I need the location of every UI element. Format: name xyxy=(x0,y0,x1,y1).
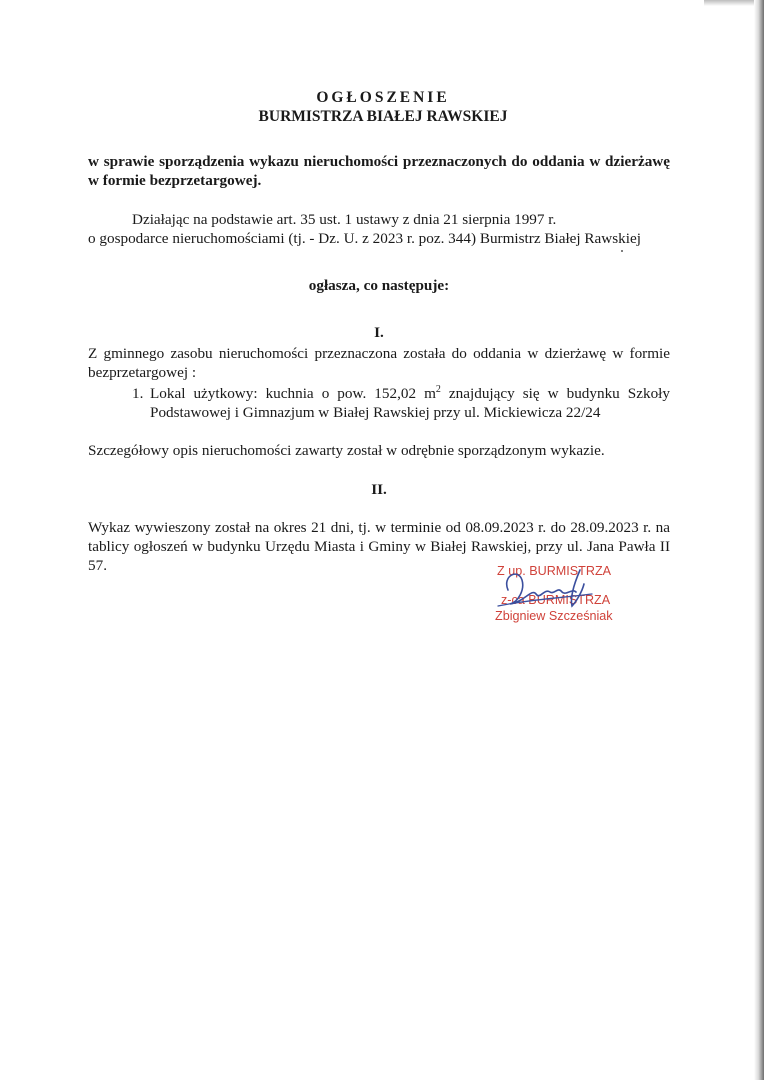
intro-line-2: o gospodarce nieruchomościami (tj. - Dz. U. z 2023 r. poz. 344) Burmistrz Białej Rawskiej xyxy=(88,230,641,247)
list-item xyxy=(88,384,670,422)
page-edge-shadow xyxy=(754,0,764,1080)
intro-paragraph xyxy=(88,210,670,248)
document-subtitle: BURMISTRZA BIAŁEJ RAWSKIEJ xyxy=(258,108,508,125)
list-item-text-rest: znajdujący się w budynku Szkoły Podstawowej i Gimnazjum w Białej Rawskiej przy ul. Mickiewicza 22/24 xyxy=(150,385,670,421)
stamp-line-3: Zbigniew Szcześniak xyxy=(495,609,613,623)
document-title: OGŁOSZENIE xyxy=(316,89,450,106)
section-1-heading: I. xyxy=(374,324,384,341)
section-2-heading: II. xyxy=(371,481,387,498)
stamp-line-1: Z up. BURMISTRZA xyxy=(497,564,612,578)
official-stamp xyxy=(492,560,632,640)
document-body xyxy=(88,88,670,575)
announces-heading: ogłasza, co następuje: xyxy=(308,277,450,294)
section-1-detail: Szczegółowy opis nieruchomości zawarty został w odrębnie sporządzonym wykazie. xyxy=(88,442,605,459)
intro-line-1: Działając na podstawie art. 35 ust. 1 ustawy z dnia 21 sierpnia 1997 r. xyxy=(132,211,557,228)
stamp-line-2: z-ca BURMISTRZA xyxy=(501,593,611,607)
document-subject: w sprawie sporządzenia wykazu nieruchomości przeznaczonych do oddania w dzierżawę w formie bezprzetargowej. xyxy=(88,153,670,189)
property-list xyxy=(88,384,670,422)
section-1-paragraph: Z gminnego zasobu nieruchomości przeznaczona została do oddania w dzierżawę w formie bezprzetargowej : xyxy=(88,345,670,381)
scan-speck xyxy=(621,250,623,252)
list-item-text: Lokal użytkowy: kuchnia o pow. 152,02 m xyxy=(150,385,436,402)
section-2-paragraph: Wykaz wywieszony został na okres 21 dni, tj. w terminie od 08.09.2023 r. do 28.09.2023 r. na tablicy ogłoszeń w budynku Urzędu Miasta i Gminy w Białej Rawskiej, przy ul. Jana Pawła II 57. xyxy=(88,519,670,574)
area-unit-superscript: 2 xyxy=(435,383,441,395)
list-item-number: 1. xyxy=(132,385,144,402)
